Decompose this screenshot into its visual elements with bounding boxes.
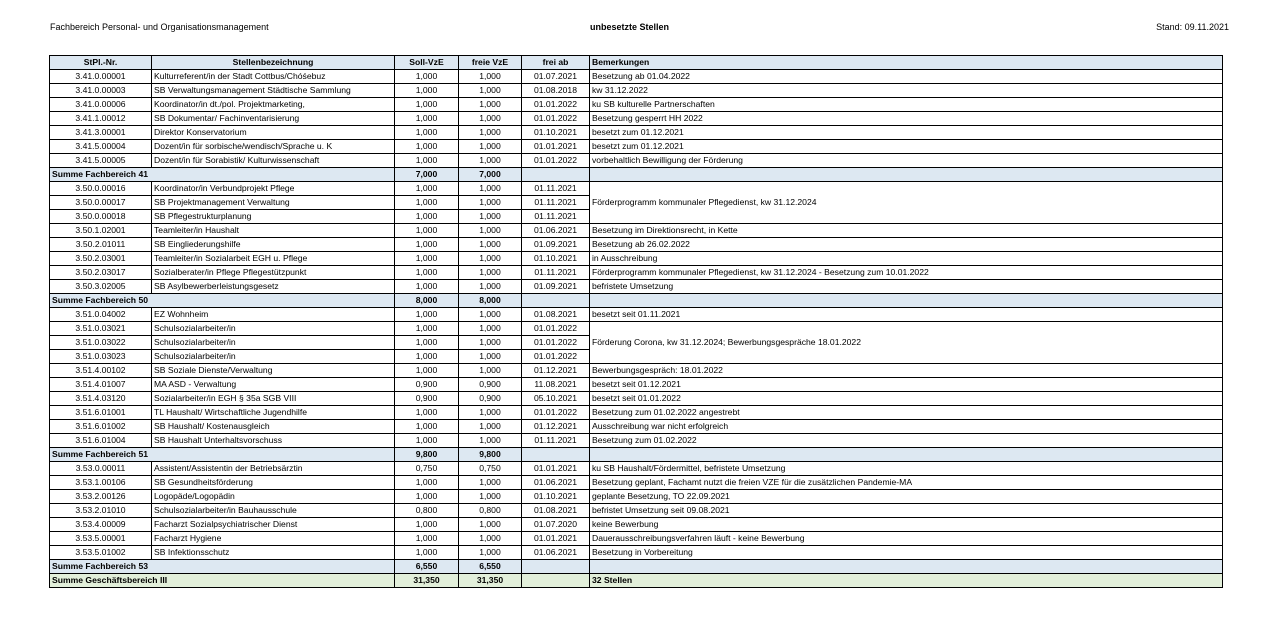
freie-vze-cell: 1,000 [459, 238, 522, 252]
sheet-title: unbesetzte Stellen [590, 22, 670, 32]
frei-ab-cell: 01.10.2021 [522, 126, 590, 140]
vacancy-table [49, 55, 1223, 588]
frei-ab-cell [522, 294, 590, 308]
freie-vze-cell: 1,000 [459, 70, 522, 84]
position-title-cell: SB Dokumentar/ Fachinventarisierung [152, 112, 395, 126]
position-title-cell: Sozialarbeiter/in EGH § 35a SGB VIII [152, 392, 395, 406]
remark-cell: ku SB Haushalt/Fördermittel, befristete Umsetzung [590, 462, 1223, 476]
table-row [50, 378, 1223, 392]
column-header-frei-ab: frei ab [522, 56, 590, 70]
remark-cell: besetzt zum 01.12.2021 [590, 126, 1223, 140]
freie-vze-cell: 1,000 [459, 308, 522, 322]
freie-vze-cell: 1,000 [459, 140, 522, 154]
position-title-cell: Schulsozialarbeiter/in [152, 322, 395, 336]
table-row [50, 98, 1223, 112]
position-title-cell: SB Soziale Dienste/Verwaltung [152, 364, 395, 378]
frei-ab-cell: 01.08.2018 [522, 84, 590, 98]
remark-cell: besetzt seit 01.11.2021 [590, 308, 1223, 322]
frei-ab-cell: 01.01.2022 [522, 406, 590, 420]
grand-total-row [50, 574, 1223, 588]
freie-vze-cell: 1,000 [459, 112, 522, 126]
table-row [50, 490, 1223, 504]
position-title-cell: SB Pflegestrukturplanung [152, 210, 395, 224]
position-number-cell: 3.51.4.01007 [50, 378, 152, 392]
remark-cell [590, 560, 1223, 574]
soll-vze-cell: 9,800 [395, 448, 459, 462]
position-number-cell: 3.41.0.00006 [50, 98, 152, 112]
remark-cell: Dauerausschreibungsverfahren läuft - keine Bewerbung [590, 532, 1223, 546]
frei-ab-cell: 01.11.2021 [522, 182, 590, 196]
position-number-cell: 3.51.4.03120 [50, 392, 152, 406]
frei-ab-cell: 01.09.2021 [522, 280, 590, 294]
subtotal-label: Summe Fachbereich 51 [50, 448, 395, 462]
position-number-cell: 3.51.6.01002 [50, 420, 152, 434]
freie-vze-cell: 6,550 [459, 560, 522, 574]
position-title-cell: Assistent/Assistentin der Betriebsärztin [152, 462, 395, 476]
position-title-cell: Schulsozialarbeiter/in [152, 336, 395, 350]
soll-vze-cell: 0,900 [395, 378, 459, 392]
table-row [50, 518, 1223, 532]
freie-vze-cell: 1,000 [459, 210, 522, 224]
frei-ab-cell: 01.01.2021 [522, 140, 590, 154]
frei-ab-cell [522, 168, 590, 182]
frei-ab-cell [522, 574, 590, 588]
table-row [50, 238, 1223, 252]
table-row [50, 476, 1223, 490]
position-number-cell: 3.53.1.00106 [50, 476, 152, 490]
soll-vze-cell: 1,000 [395, 490, 459, 504]
table-row [50, 140, 1223, 154]
frei-ab-cell: 01.12.2021 [522, 364, 590, 378]
frei-ab-cell: 01.06.2021 [522, 476, 590, 490]
position-title-cell: Koordinator/in dt./pol. Projektmarketing, [152, 98, 395, 112]
position-number-cell: 3.53.5.00001 [50, 532, 152, 546]
position-title-cell: SB Asylbewerberleistungsgesetz [152, 280, 395, 294]
soll-vze-cell: 1,000 [395, 210, 459, 224]
table-row [50, 322, 1223, 336]
soll-vze-cell: 1,000 [395, 476, 459, 490]
remark-cell: Förderprogramm kommunaler Pflegedienst, kw 31.12.2024 [590, 182, 1223, 224]
frei-ab-cell: 01.01.2022 [522, 322, 590, 336]
position-number-cell: 3.53.4.00009 [50, 518, 152, 532]
remark-cell: besetzt seit 01.01.2022 [590, 392, 1223, 406]
position-number-cell: 3.50.1.02001 [50, 224, 152, 238]
position-number-cell: 3.50.2.01011 [50, 238, 152, 252]
freie-vze-cell: 0,750 [459, 462, 522, 476]
position-title-cell: Logopäde/Logopädin [152, 490, 395, 504]
freie-vze-cell: 1,000 [459, 364, 522, 378]
subtotal-label: Summe Fachbereich 50 [50, 294, 395, 308]
freie-vze-cell: 1,000 [459, 98, 522, 112]
position-number-cell: 3.41.1.00012 [50, 112, 152, 126]
table-row [50, 224, 1223, 238]
column-header-stellenbezeichnung: Stellenbezeichnung [152, 56, 395, 70]
table-row [50, 532, 1223, 546]
soll-vze-cell: 8,000 [395, 294, 459, 308]
table-row [50, 434, 1223, 448]
remark-cell: vorbehaltlich Bewilligung der Förderung [590, 154, 1223, 168]
soll-vze-cell: 1,000 [395, 336, 459, 350]
freie-vze-cell: 1,000 [459, 182, 522, 196]
soll-vze-cell: 1,000 [395, 224, 459, 238]
frei-ab-cell: 01.09.2021 [522, 238, 590, 252]
table-row [50, 504, 1223, 518]
position-title-cell: Teamleiter/in Haushalt [152, 224, 395, 238]
subtotal-row [50, 560, 1223, 574]
soll-vze-cell: 1,000 [395, 364, 459, 378]
frei-ab-cell: 01.06.2021 [522, 546, 590, 560]
remark-cell [590, 168, 1223, 182]
frei-ab-cell: 01.10.2021 [522, 252, 590, 266]
frei-ab-cell: 01.10.2021 [522, 490, 590, 504]
position-title-cell: SB Infektionsschutz [152, 546, 395, 560]
frei-ab-cell: 01.01.2022 [522, 336, 590, 350]
position-title-cell: Teamleiter/in Sozialarbeit EGH u. Pflege [152, 252, 395, 266]
soll-vze-cell: 1,000 [395, 280, 459, 294]
position-number-cell: 3.51.0.03023 [50, 350, 152, 364]
table-row [50, 84, 1223, 98]
freie-vze-cell: 0,900 [459, 378, 522, 392]
soll-vze-cell: 1,000 [395, 140, 459, 154]
position-title-cell: MA ASD - Verwaltung [152, 378, 395, 392]
column-header-bemerkungen: Bemerkungen [590, 56, 1223, 70]
soll-vze-cell: 1,000 [395, 238, 459, 252]
position-number-cell: 3.51.6.01004 [50, 434, 152, 448]
freie-vze-cell: 1,000 [459, 154, 522, 168]
remark-cell [590, 294, 1223, 308]
department-title: Fachbereich Personal- und Organisationsmanagement [50, 22, 269, 32]
freie-vze-cell: 1,000 [459, 406, 522, 420]
remark-cell: Besetzung in Vorbereitung [590, 546, 1223, 560]
remark-cell: in Ausschreibung [590, 252, 1223, 266]
freie-vze-cell: 1,000 [459, 420, 522, 434]
frei-ab-cell [522, 448, 590, 462]
frei-ab-cell: 01.01.2022 [522, 154, 590, 168]
freie-vze-cell: 1,000 [459, 84, 522, 98]
soll-vze-cell: 1,000 [395, 406, 459, 420]
remark-cell: Besetzung im Direktionsrecht, in Kette [590, 224, 1223, 238]
freie-vze-cell: 1,000 [459, 518, 522, 532]
position-number-cell: 3.41.0.00003 [50, 84, 152, 98]
frei-ab-cell: 01.11.2021 [522, 210, 590, 224]
soll-vze-cell: 1,000 [395, 70, 459, 84]
position-number-cell: 3.41.3.00001 [50, 126, 152, 140]
frei-ab-cell: 01.06.2021 [522, 224, 590, 238]
table-row [50, 112, 1223, 126]
position-number-cell: 3.53.2.01010 [50, 504, 152, 518]
soll-vze-cell: 1,000 [395, 98, 459, 112]
freie-vze-cell: 1,000 [459, 336, 522, 350]
table-row [50, 364, 1223, 378]
remark-cell: kw 31.12.2022 [590, 84, 1223, 98]
soll-vze-cell: 0,900 [395, 392, 459, 406]
position-number-cell: 3.41.0.00001 [50, 70, 152, 84]
position-title-cell: Dozent/in für sorbische/wendisch/Sprache u. K [152, 140, 395, 154]
table-row [50, 154, 1223, 168]
remark-cell: Besetzung ab 26.02.2022 [590, 238, 1223, 252]
soll-vze-cell: 1,000 [395, 322, 459, 336]
table-header-row [50, 56, 1223, 70]
freie-vze-cell: 8,000 [459, 294, 522, 308]
position-title-cell: SB Haushalt Unterhaltsvorschuss [152, 434, 395, 448]
soll-vze-cell: 1,000 [395, 420, 459, 434]
remark-cell: 32 Stellen [590, 574, 1223, 588]
subtotal-label: Summe Fachbereich 41 [50, 168, 395, 182]
position-number-cell: 3.50.0.00018 [50, 210, 152, 224]
soll-vze-cell: 1,000 [395, 84, 459, 98]
table-row [50, 280, 1223, 294]
position-title-cell: SB Gesundheitsförderung [152, 476, 395, 490]
position-title-cell: Koordinator/in Verbundprojekt Pflege [152, 182, 395, 196]
position-number-cell: 3.53.0.00011 [50, 462, 152, 476]
soll-vze-cell: 1,000 [395, 182, 459, 196]
remark-cell: Besetzung ab 01.04.2022 [590, 70, 1223, 84]
position-title-cell: Schulsozialarbeiter/in Bauhausschule [152, 504, 395, 518]
freie-vze-cell: 9,800 [459, 448, 522, 462]
remark-cell: ku SB kulturelle Partnerschaften [590, 98, 1223, 112]
frei-ab-cell: 01.08.2021 [522, 308, 590, 322]
remark-cell: Besetzung geplant, Fachamt nutzt die freien VZE für die zusätzlichen Pandemie-MA [590, 476, 1223, 490]
subtotal-label: Summe Fachbereich 53 [50, 560, 395, 574]
freie-vze-cell: 0,900 [459, 392, 522, 406]
table-row [50, 462, 1223, 476]
remark-cell: besetzt zum 01.12.2021 [590, 140, 1223, 154]
soll-vze-cell: 1,000 [395, 252, 459, 266]
table-row [50, 266, 1223, 280]
soll-vze-cell: 0,750 [395, 462, 459, 476]
frei-ab-cell: 01.01.2022 [522, 350, 590, 364]
frei-ab-cell: 01.12.2021 [522, 420, 590, 434]
soll-vze-cell: 31,350 [395, 574, 459, 588]
position-number-cell: 3.50.0.00017 [50, 196, 152, 210]
position-title-cell: Sozialberater/in Pflege Pflegestützpunkt [152, 266, 395, 280]
freie-vze-cell: 0,800 [459, 504, 522, 518]
soll-vze-cell: 1,000 [395, 350, 459, 364]
frei-ab-cell: 11.08.2021 [522, 378, 590, 392]
position-title-cell: Schulsozialarbeiter/in [152, 350, 395, 364]
frei-ab-cell: 01.01.2022 [522, 112, 590, 126]
soll-vze-cell: 1,000 [395, 126, 459, 140]
soll-vze-cell: 7,000 [395, 168, 459, 182]
subtotal-row [50, 294, 1223, 308]
frei-ab-cell: 01.07.2020 [522, 518, 590, 532]
soll-vze-cell: 1,000 [395, 546, 459, 560]
position-number-cell: 3.50.3.02005 [50, 280, 152, 294]
freie-vze-cell: 1,000 [459, 322, 522, 336]
position-number-cell: 3.51.0.03022 [50, 336, 152, 350]
subtotal-row [50, 168, 1223, 182]
remark-cell: besetzt seit 01.12.2021 [590, 378, 1223, 392]
table-row [50, 420, 1223, 434]
remark-cell: befristete Umsetzung [590, 280, 1223, 294]
soll-vze-cell: 1,000 [395, 434, 459, 448]
frei-ab-cell: 01.11.2021 [522, 196, 590, 210]
position-title-cell: EZ Wohnheim [152, 308, 395, 322]
remark-cell: Förderprogramm kommunaler Pflegedienst, kw 31.12.2024 - Besetzung zum 10.01.2022 [590, 266, 1223, 280]
remark-cell: Förderung Corona, kw 31.12.2024; Bewerbungsgespräche 18.01.2022 [590, 322, 1223, 364]
freie-vze-cell: 31,350 [459, 574, 522, 588]
position-number-cell: 3.41.5.00004 [50, 140, 152, 154]
freie-vze-cell: 1,000 [459, 252, 522, 266]
frei-ab-cell: 01.11.2021 [522, 266, 590, 280]
table-body [50, 70, 1223, 588]
soll-vze-cell: 1,000 [395, 308, 459, 322]
frei-ab-cell: 01.07.2021 [522, 70, 590, 84]
freie-vze-cell: 1,000 [459, 280, 522, 294]
frei-ab-cell [522, 560, 590, 574]
table-row [50, 252, 1223, 266]
freie-vze-cell: 1,000 [459, 546, 522, 560]
position-number-cell: 3.51.0.04002 [50, 308, 152, 322]
frei-ab-cell: 01.01.2021 [522, 462, 590, 476]
soll-vze-cell: 0,800 [395, 504, 459, 518]
position-title-cell: Kulturreferent/in der Stadt Cottbus/Chóśebuz [152, 70, 395, 84]
freie-vze-cell: 7,000 [459, 168, 522, 182]
soll-vze-cell: 1,000 [395, 112, 459, 126]
soll-vze-cell: 1,000 [395, 196, 459, 210]
table-row [50, 182, 1223, 196]
remark-cell: keine Bewerbung [590, 518, 1223, 532]
position-number-cell: 3.50.0.00016 [50, 182, 152, 196]
subtotal-row [50, 448, 1223, 462]
remark-cell [590, 448, 1223, 462]
soll-vze-cell: 6,550 [395, 560, 459, 574]
status-date: Stand: 09.11.2021 [1156, 22, 1229, 32]
position-title-cell: TL Haushalt/ Wirtschaftliche Jugendhilfe [152, 406, 395, 420]
table-row [50, 308, 1223, 322]
position-title-cell: Dozent/in für Sorabistik/ Kulturwissenschaft [152, 154, 395, 168]
frei-ab-cell: 01.11.2021 [522, 434, 590, 448]
soll-vze-cell: 1,000 [395, 154, 459, 168]
freie-vze-cell: 1,000 [459, 266, 522, 280]
position-title-cell: SB Eingliederungshilfe [152, 238, 395, 252]
position-number-cell: 3.50.2.03001 [50, 252, 152, 266]
remark-cell: geplante Besetzung, TO 22.09.2021 [590, 490, 1223, 504]
table-row [50, 406, 1223, 420]
soll-vze-cell: 1,000 [395, 518, 459, 532]
position-number-cell: 3.41.5.00005 [50, 154, 152, 168]
freie-vze-cell: 1,000 [459, 224, 522, 238]
freie-vze-cell: 1,000 [459, 476, 522, 490]
freie-vze-cell: 1,000 [459, 350, 522, 364]
column-header-stpl-nr: StPl.-Nr. [50, 56, 152, 70]
freie-vze-cell: 1,000 [459, 434, 522, 448]
table-row [50, 126, 1223, 140]
table-row [50, 546, 1223, 560]
position-title-cell: SB Projektmanagement Verwaltung [152, 196, 395, 210]
column-header-soll-vze: Soll-VzE [395, 56, 459, 70]
position-title-cell: SB Verwaltungsmanagement Städtische Sammlung [152, 84, 395, 98]
frei-ab-cell: 01.01.2022 [522, 98, 590, 112]
frei-ab-cell: 05.10.2021 [522, 392, 590, 406]
position-number-cell: 3.51.6.01001 [50, 406, 152, 420]
remark-cell: befristet Umsetzung seit 09.08.2021 [590, 504, 1223, 518]
frei-ab-cell: 01.01.2021 [522, 532, 590, 546]
position-title-cell: SB Haushalt/ Kostenausgleich [152, 420, 395, 434]
table-row [50, 392, 1223, 406]
remark-cell: Bewerbungsgespräch: 18.01.2022 [590, 364, 1223, 378]
position-number-cell: 3.51.0.03021 [50, 322, 152, 336]
frei-ab-cell: 01.08.2021 [522, 504, 590, 518]
column-header-freie-vze: freie VzE [459, 56, 522, 70]
remark-cell: Besetzung zum 01.02.2022 angestrebt [590, 406, 1223, 420]
remark-cell: Besetzung zum 01.02.2022 [590, 434, 1223, 448]
soll-vze-cell: 1,000 [395, 266, 459, 280]
freie-vze-cell: 1,000 [459, 126, 522, 140]
table-row [50, 70, 1223, 84]
soll-vze-cell: 1,000 [395, 532, 459, 546]
remark-cell: Besetzung gesperrt HH 2022 [590, 112, 1223, 126]
grand-total-label: Summe Geschäftsbereich III [50, 574, 395, 588]
remark-cell: Ausschreibung war nicht erfolgreich [590, 420, 1223, 434]
position-number-cell: 3.51.4.00102 [50, 364, 152, 378]
position-number-cell: 3.50.2.03017 [50, 266, 152, 280]
position-number-cell: 3.53.2.00126 [50, 490, 152, 504]
position-title-cell: Facharzt Hygiene [152, 532, 395, 546]
freie-vze-cell: 1,000 [459, 196, 522, 210]
freie-vze-cell: 1,000 [459, 490, 522, 504]
position-title-cell: Facharzt Sozialpsychiatrischer Dienst [152, 518, 395, 532]
position-title-cell: Direktor Konservatorium [152, 126, 395, 140]
freie-vze-cell: 1,000 [459, 532, 522, 546]
position-number-cell: 3.53.5.01002 [50, 546, 152, 560]
